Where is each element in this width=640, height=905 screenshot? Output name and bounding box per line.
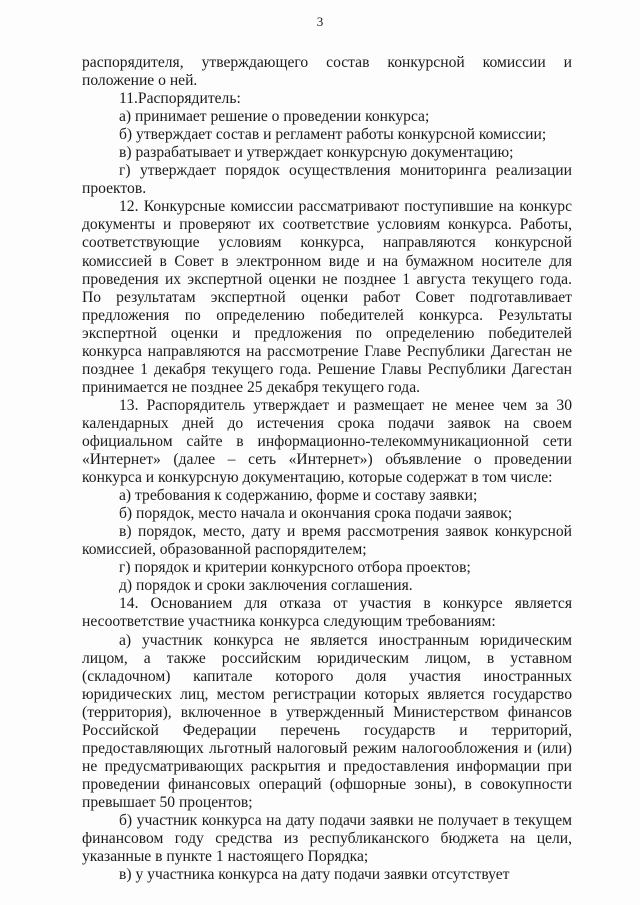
paragraph: б) порядок, место начала и окончания срока подачи заявок; bbox=[119, 505, 513, 523]
paragraph: 11.Распорядитель: bbox=[119, 90, 241, 108]
paragraph: д) порядок и сроки заключения соглашения. bbox=[119, 577, 413, 595]
paragraph: а) требования к содержанию, форме и составу заявки; bbox=[119, 487, 478, 505]
paragraph: г) порядок и критерии конкурсного отбора проектов; bbox=[119, 559, 471, 577]
paragraph: 12. Конкурсные комиссии рассматривают поступившие на конкурс документы и проверяют их соответствие условиям конкурса. Работы, соответствующие условиям конкурса, направляются конкурсной комиссией в Совет в электронном виде и на бумажном носителе для проведения их экспертной оценки не позднее 1 августа текущего года. По результатам экспертной оценки работ Совет подготавливает предложения по определению победителей конкурса. Результаты экспертной оценки и предложения по определению победителей конкурса направляются на рассмотрение Главе Республики Дагестан не позднее 1 декабря текущего года. Решение Главы Республики Дагестан принимается не позднее 25 декабря текущего года. bbox=[82, 198, 572, 396]
paragraph: б) участник конкурса на дату подачи заявки не получает в текущем финансовом году средства из республиканского бюджета на цели, указанные в пункте 1 настоящего Порядка; bbox=[82, 811, 572, 866]
paragraph: распорядителя, утверждающего состав конкурсной комиссии и положение о ней. bbox=[82, 54, 572, 90]
paragraph: в) порядок, место, дату и время рассмотрения заявок конкурсной комиссией, образованной распорядителем; bbox=[82, 523, 572, 559]
paragraph: 14. Основанием для отказа от участия в конкурсе является несоответствие участника конкурса следующим требованиям: bbox=[82, 595, 572, 631]
paragraph: в) разрабатывает и утверждает конкурсную документацию; bbox=[119, 144, 514, 162]
paragraph: 13. Распорядитель утверждает и размещает не менее чем за 30 календарных дней до истечения срока подачи заявок на своем официальном сайте в информационно-телекоммуникационной сети «Интернет» (далее – сеть «Интернет») объявление о проведении конкурса и конкурсную документацию, которые содержат в том числе: bbox=[82, 396, 572, 487]
paragraph: б) утверждает состав и регламент работы конкурсной комиссии; bbox=[119, 126, 547, 144]
paragraph: в) у участника конкурса на дату подачи заявки отсутствует bbox=[119, 866, 510, 884]
paragraph: а) участник конкурса не является иностранным юридическим лицом, а также российским юридическим лицом, в уставном (складочном) капитале которого доля участия иностранных юридических лиц, местом регистрации которых является государство (территория), включенное в утвержденный Министерством финансов Российской Федерации перечень государств и территорий, предоставляющих льготный налоговый режим налогообложения и (или) не предусматривающих раскрытия и предоставления информации при проведении финансовых операций (офшорные зоны), в совокупности превышает 50 процентов; bbox=[82, 631, 572, 811]
document-body bbox=[82, 54, 572, 884]
page-number: 3 bbox=[316, 14, 324, 29]
paragraph: а) принимает решение о проведении конкурса; bbox=[119, 108, 430, 126]
paragraph: г) утверждает порядок осуществления мониторинга реализации проектов. bbox=[82, 162, 572, 198]
